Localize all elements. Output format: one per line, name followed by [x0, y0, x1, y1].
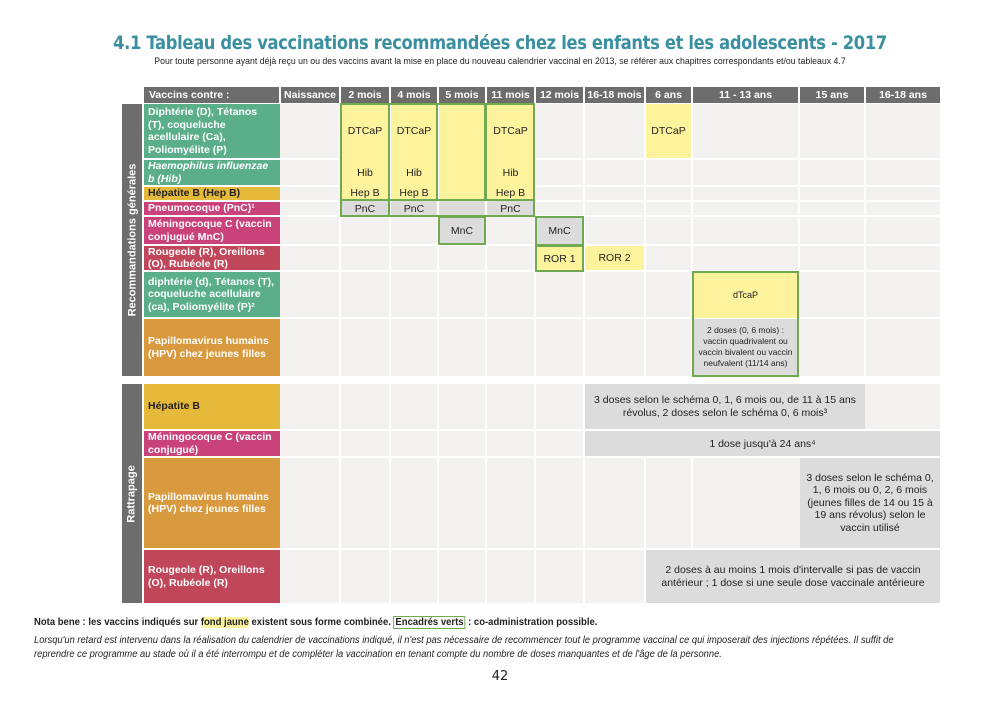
- grid-line: [864, 104, 866, 376]
- row-label-catchup-ror: Rougeole (R), Oreillons (O), Rubéole (R): [144, 550, 280, 603]
- column-header-6-ans: 6 ans: [646, 87, 691, 103]
- column-header-11-13-ans: 11 - 13 ans: [693, 87, 798, 103]
- cell-catchup-mnc: 1 dose jusqu'à 24 ans⁴: [585, 431, 940, 456]
- row-label-hib: Haemophilus influenzae b (Hib): [144, 160, 280, 185]
- cell-hib-2-mois: Hib: [357, 166, 373, 179]
- column-header-naissance: Naissance: [281, 87, 339, 103]
- delay-paragraph: Lorsqu'un retard est intervenu dans la réalisation du calendrier de vaccinations indiqué, il n'est pas nécessaire de recommencer tout le programme vaccinal ce qui imposerait des injections répétées. Il suffit de reprendre ce programme au stade où il a été interrompu et de compléter la vaccination en tenant compte du nombre de doses manquantes et de l'âge de la personne.: [34, 635, 894, 660]
- row-label-dtcap: Diphtérie (D), Tétanos (T), coqueluche acellulaire (Ca), Poliomyélite (P): [144, 104, 280, 158]
- cell-mnc-5-mois: MnC: [438, 216, 486, 245]
- column-header-2-mois: 2 mois: [341, 87, 389, 103]
- cell-catchup-hpv: 3 doses selon le schéma 0, 1, 6 mois ou 0, 2, 6 mois (jeunes filles de 14 ou 15 à 19 ans révolus) selon le vaccin utilisé: [800, 458, 940, 548]
- coadmin-frame: [436, 103, 486, 201]
- cell-pnc-2-mois: PnC: [341, 201, 389, 216]
- coadmin-frame: [340, 103, 390, 201]
- column-header-4-mois: 4 mois: [391, 87, 437, 103]
- cell-dtcap-11-mois: DTCaP: [493, 125, 528, 137]
- legend-yellow-background: fond jaune: [200, 617, 249, 628]
- nota-bene-mid: existent sous forme combinée.: [248, 617, 394, 628]
- cell-dtcap-11-13-ans: dTcaP: [693, 272, 798, 318]
- column-header-16-18-mois: 16-18 mois: [585, 87, 644, 103]
- page-number: 42: [491, 669, 509, 684]
- cell-catchup-hepb: 3 doses selon le schéma 0, 1, 6 mois ou, de 11 à 15 ans révolus, 2 doses selon le schéma 0, 6 mois³: [585, 384, 865, 429]
- column-header-vaccins: Vaccins contre :: [144, 87, 279, 103]
- page-subtitle: Pour toute personne ayant déjà reçu un ou des vaccins avant la mise en place du nouveau calendrier vaccinal en 2013, se référer aux chapitres correspondants et/ou tableaux 4.7: [154, 56, 846, 67]
- grid-line: [389, 384, 391, 603]
- cell-hib-4-mois: Hib: [406, 166, 422, 179]
- coadmin-frame-pnc: [340, 199, 535, 217]
- grid-line: [339, 384, 341, 603]
- cell-pnc-11-mois: PnC: [487, 201, 534, 216]
- grid-line: [437, 384, 439, 603]
- coadmin-frame: [388, 103, 438, 201]
- grid-line: [280, 317, 940, 319]
- cell-ror2-16-18-mois: ROR 2: [585, 246, 644, 270]
- cell-hpv-11-13-ans: 2 doses (0, 6 mois) : vaccin quadrivalent ou vaccin bivalent ou vaccin neufvalent (11/14 ans): [693, 319, 798, 375]
- cell-hib-11-mois: Hib: [502, 166, 519, 179]
- grid-line: [534, 384, 536, 603]
- cell-hepb-2-mois: Hep B: [350, 187, 380, 199]
- cell-dtcap-6-ans: DTCaP: [646, 104, 691, 158]
- nota-bene: [34, 617, 927, 628]
- row-label-hpv: Papillomavirus humains (HPV) chez jeunes filles: [144, 319, 280, 376]
- legend-green-frame: Encadrés verts: [395, 617, 464, 628]
- section-label-recommandations: [122, 104, 142, 376]
- nota-bene-suffix: : co-administration possible.: [465, 617, 598, 628]
- row-label-catchup-mnc: Méningocoque C (vaccin conjugué): [144, 431, 280, 456]
- frame-divider: [388, 199, 390, 217]
- nota-bene-prefix: Nota bene : les vaccins indiqués sur: [34, 617, 201, 628]
- coadmin-frame-11-13: [692, 271, 799, 377]
- cell-hepb-11-mois: Hep B: [495, 187, 526, 199]
- section-label-text: Rattrapage: [126, 464, 138, 523]
- section-label-text: Recommandations générales: [126, 163, 138, 317]
- section-label-rattrapage: [122, 384, 142, 603]
- cell-pnc-4-mois: PnC: [391, 201, 437, 216]
- cell-catchup-ror: 2 doses à au moins 1 mois d'intervalle si pas de vaccin antérieur ; 1 dose si une seule dose vaccinale antérieure: [646, 550, 940, 603]
- row-label-dtcap-rappel: diphtérie (d), Tétanos (T), coqueluche acellulaire (ca), Poliomyélite (P)²: [144, 272, 280, 317]
- row-label-ror: Rougeole (R), Oreillons (O), Rubéole (R): [144, 246, 280, 270]
- coadmin-frame: [485, 103, 535, 201]
- column-header-15-ans: 15 ans: [800, 87, 864, 103]
- column-header-12-mois: 12 mois: [536, 87, 583, 103]
- row-label-mnc: Méningocoque C (vaccin conjugué MnC): [144, 217, 280, 244]
- page-title: 4.1 Tableau des vaccinations recommandées chez les enfants et les adolescents - 2017: [113, 32, 887, 54]
- row-label-pnc: Pneumocoque (PnC)¹: [144, 202, 280, 215]
- cell-mnc-12-mois: MnC: [535, 216, 584, 246]
- column-header-5-mois: 5 mois: [439, 87, 485, 103]
- cell-dtcap-4-mois: DTCaP: [396, 125, 432, 137]
- column-header-16-18-ans: 16-18 ans: [866, 87, 940, 103]
- row-label-catchup-hpv: Papillomavirus humains (HPV) chez jeunes filles: [144, 458, 280, 548]
- grid-line: [485, 384, 487, 603]
- column-header-11-mois: 11 mois: [487, 87, 534, 103]
- grid-line: [280, 270, 940, 272]
- cell-dtcap-2-mois: DTCaP: [347, 125, 383, 137]
- row-label-catchup-hepb: Hépatite B: [144, 384, 280, 429]
- row-label-hepb: Hépatite B (Hep B): [144, 187, 280, 200]
- cell-ror1-12-mois: ROR 1: [535, 245, 584, 272]
- cell-hepb-4-mois: Hep B: [399, 187, 429, 199]
